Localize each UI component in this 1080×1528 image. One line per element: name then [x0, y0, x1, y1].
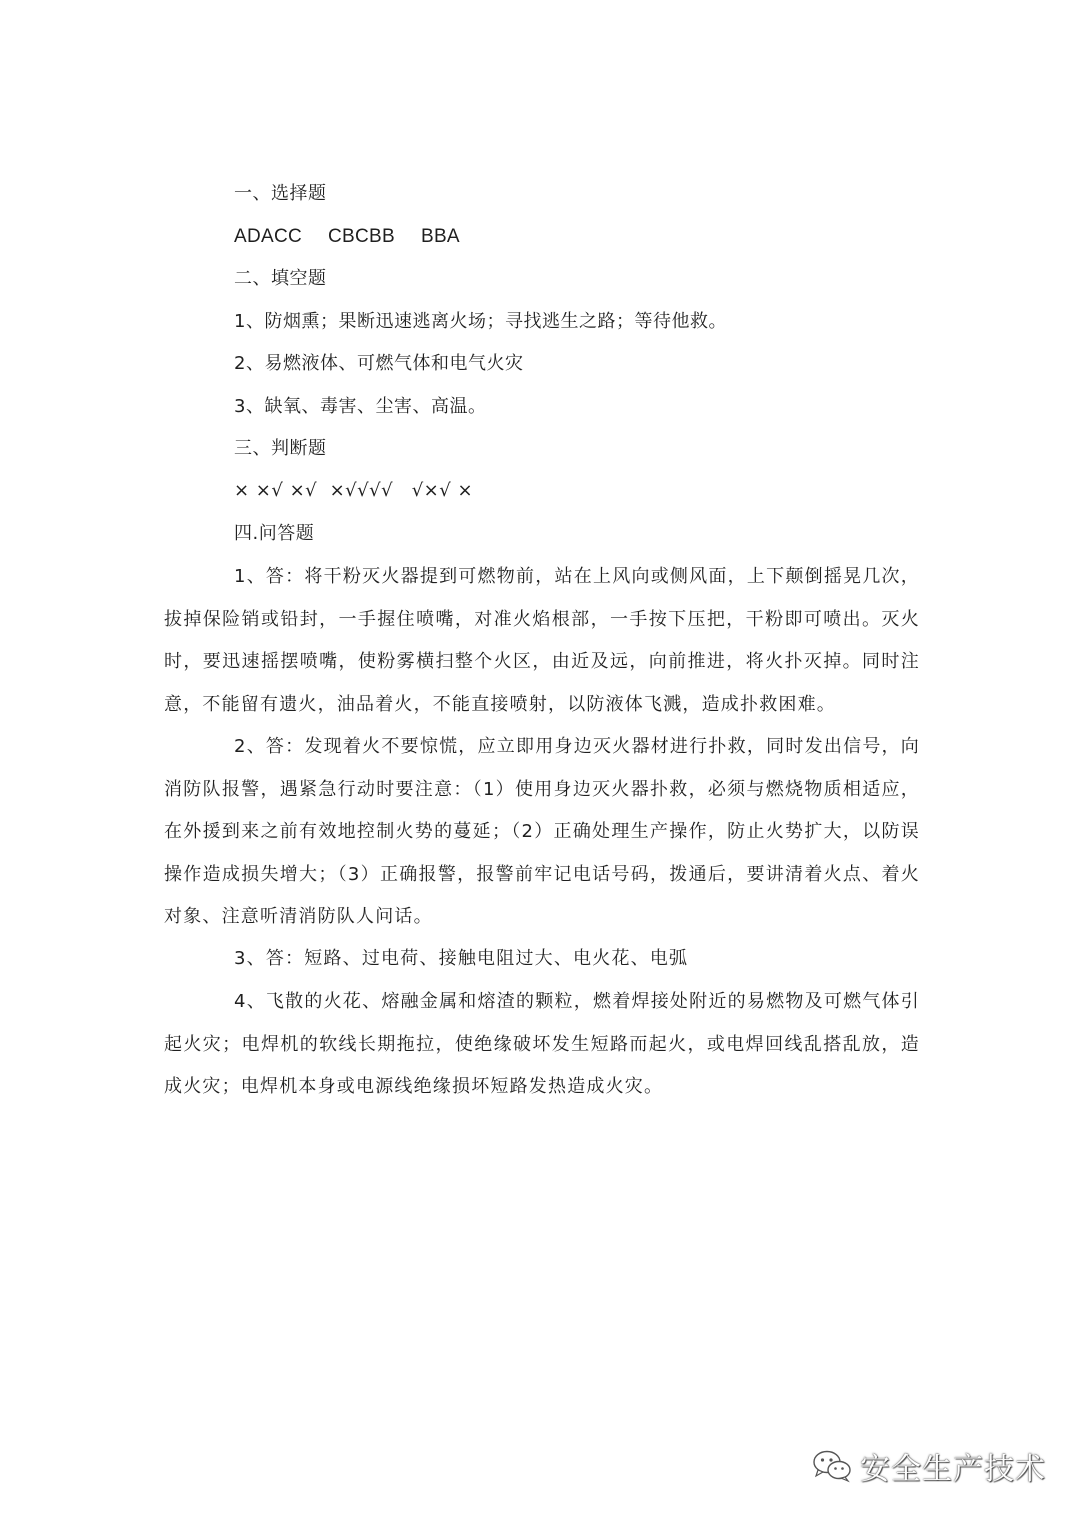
qa-answer-3: 3、答：短路、过电荷、接触电阻过大、电火花、电弧 [234, 948, 689, 969]
wechat-icon [812, 1449, 852, 1483]
choice-answers-group-2: CBCBB [328, 226, 395, 247]
choice-answers-group-1: ADACC [234, 226, 303, 247]
qa-heading: 四.问答题 [234, 523, 315, 544]
choice-heading: 一、选择题 [234, 183, 327, 204]
qa-answer-1: 1、答：将干粉灭火器提到可燃物前，站在上风向或侧风面，上下颠倒摇晃几次，拔掉保险销或铅封，一手握住喷嘴，对准火焰根部，一手按下压把，干粉即可喷出。灭火时，要迅速摇摆喷嘴，使粉雾横扫整个火区，由近及远，向前推进，将火扑灭掉。同时注意，不能留有遗火，油品着火，不能直接喷射，以防液体飞溅，造成扑救困难。 [164, 566, 920, 715]
qa-answer-4: 4、飞散的火花、熔融金属和熔渣的颗粒，燃着焊接处附近的易燃物及可燃气体引起火灾；电焊机的软线长期拖拉，使绝缘破坏发生短路而起火，或电焊回线乱搭乱放，造成火灾；电焊机本身或电源线绝缘损坏短路发热造成火灾。 [164, 991, 920, 1097]
fill-heading: 二、填空题 [234, 268, 327, 289]
fill-item-2: 2、易燃液体、可燃气体和电气火灾 [234, 353, 524, 374]
watermark [812, 1444, 1046, 1488]
fill-item-1: 1、防烟熏；果断迅速逃离火场；寻找逃生之路；等待他救。 [234, 311, 727, 332]
choice-answers-group-3: BBA [420, 226, 460, 247]
watermark-text: 安全生产技术 [860, 1452, 1046, 1487]
choice-answers [234, 225, 460, 249]
judge-answers: × ×√ ×√ ×√√√√ √×√ × [234, 480, 474, 501]
judge-heading: 三、判断题 [234, 438, 327, 459]
fill-item-3: 3、缺氧、毒害、尘害、高温。 [234, 396, 487, 417]
qa-answer-2: 2、答：发现着火不要惊慌，应立即用身边灭火器材进行扑救，同时发出信号，向消防队报警，遇紧急行动时要注意：（1）使用身边灭火器扑救，必须与燃烧物质相适应，在外援到来之前有效地控制火势的蔓延；（2）正确处理生产操作，防止火势扩大，以防误操作造成损失增大；（3）正确报警，报警前牢记电话号码，拨通后，要讲清着火点、着火对象、注意听清消防队人问话。 [164, 736, 920, 927]
